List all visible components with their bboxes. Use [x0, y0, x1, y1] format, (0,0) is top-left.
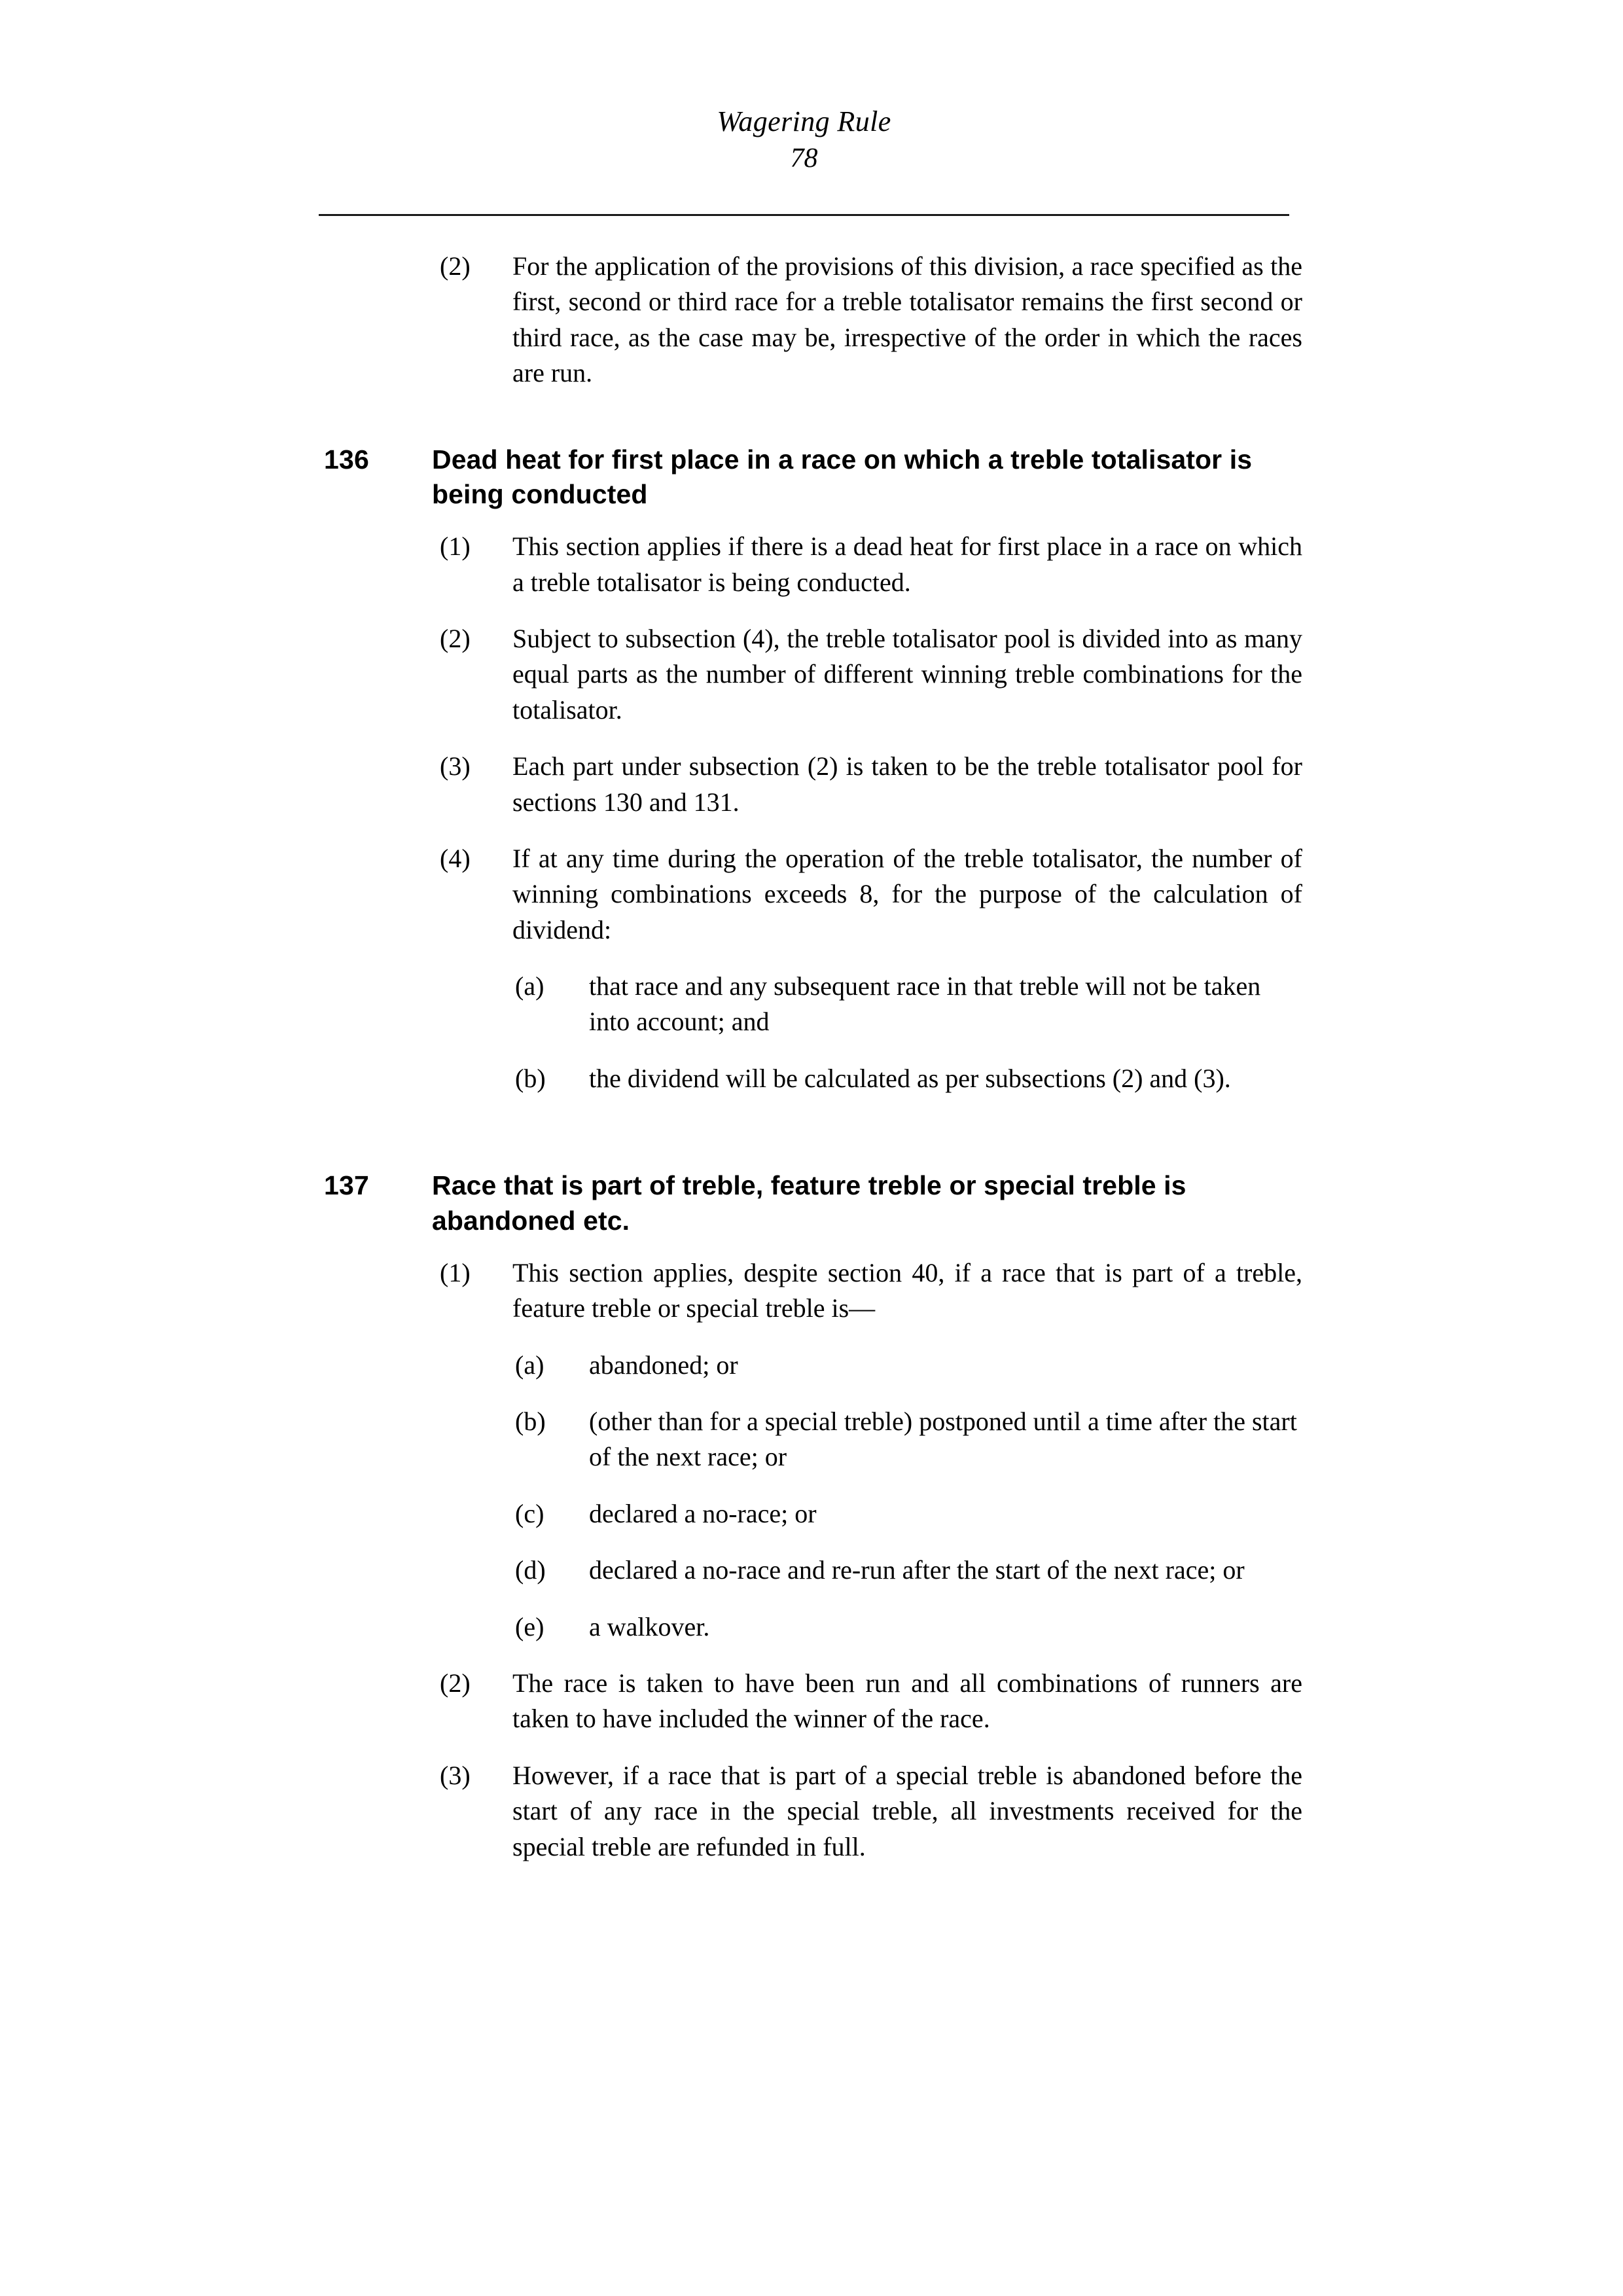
item-text: (other than for a special treble) postponed until a time after the start of the next race; or — [589, 1407, 1297, 1472]
list-item — [0, 1404, 1623, 1475]
subsection-text: This section applies if there is a dead heat for first place in a race on which a treble totalisator is being conducted. — [512, 531, 1302, 597]
subsection-paragraph — [0, 621, 1623, 728]
subsection-marker: (1) — [440, 1257, 471, 1287]
list-item — [0, 1348, 1623, 1383]
list-item — [0, 1061, 1623, 1096]
list-item — [0, 1552, 1623, 1588]
item-marker: (e) — [515, 1611, 544, 1641]
subsection-marker: (2) — [440, 1668, 471, 1698]
subsection-text: However, if a race that is part of a special treble is abandoned before the start of any race in the special treble, all investments received for the special treble are refunded in full. — [512, 1760, 1302, 1861]
item-text: declared a no-race; or — [589, 1498, 817, 1528]
item-text: that race and any subsequent race in that treble will not be taken into account; and — [589, 971, 1261, 1037]
running-header — [319, 105, 1289, 175]
subsection-paragraph — [0, 749, 1623, 820]
subsection-paragraph — [0, 1666, 1623, 1737]
item-text: declared a no-race and re-run after the start of the next race; or — [589, 1555, 1245, 1585]
section-number: 137 — [324, 1170, 370, 1201]
subsection-paragraph — [0, 529, 1623, 600]
subsection-marker: (2) — [440, 623, 471, 653]
subsection-text: Subject to subsection (4), the treble totalisator pool is divided into as many equal parts as the number of different winning treble combinations for the totalisator. — [512, 623, 1302, 725]
subsection-marker: (1) — [440, 531, 471, 562]
section-title: Dead heat for first place in a race on which a treble totalisator is being conducted — [432, 444, 1253, 509]
section-number: 136 — [324, 444, 370, 475]
item-text: the dividend will be calculated as per subsections (2) and (3). — [589, 1063, 1231, 1093]
subsection-text: If at any time during the operation of the treble totalisator, the number of winning combinations exceeds 8, for the purpose of the calculation of dividend: — [512, 843, 1302, 944]
subsection-marker: (3) — [440, 1760, 471, 1790]
item-marker: (b) — [515, 1407, 546, 1436]
section-heading-136 — [0, 442, 1623, 512]
subsection-paragraph — [0, 841, 1623, 948]
item-marker: (d) — [515, 1555, 546, 1585]
subsection-marker: (4) — [440, 843, 471, 873]
subsection-paragraph — [0, 249, 1623, 391]
item-marker: (b) — [515, 1063, 546, 1093]
header-title: Wagering Rule — [717, 105, 891, 137]
subsection-text: This section applies, despite section 40, if a race that is part of a treble, feature treble or special treble is— — [512, 1257, 1302, 1323]
subsection-paragraph — [0, 1758, 1623, 1865]
page-number: 78 — [790, 143, 818, 173]
list-item — [0, 1496, 1623, 1532]
document-body — [0, 249, 1623, 1865]
subsection-text: For the application of the provisions of this division, a race specified as the first, second or third race for a treble totalisator remains the first second or third race, as the case may be, irrespective of the order in which the races are run. — [512, 251, 1302, 388]
subsection-marker: (3) — [440, 751, 471, 781]
section-title: Race that is part of treble, feature treble or special treble is abandoned etc. — [432, 1170, 1186, 1236]
item-marker: (a) — [515, 971, 544, 1001]
item-text: abandoned; or — [589, 1350, 738, 1380]
subsection-text: Each part under subsection (2) is taken to be the treble totalisator pool for sections 130 and 131. — [512, 751, 1302, 817]
subsection-text: The race is taken to have been run and all combinations of runners are taken to have included the winner of the race. — [512, 1668, 1302, 1734]
section-heading-137 — [0, 1168, 1623, 1238]
list-item — [0, 969, 1623, 1040]
item-text: a walkover. — [589, 1611, 710, 1641]
header-divider — [319, 214, 1289, 216]
subsection-paragraph — [0, 1255, 1623, 1327]
subsection-marker: (2) — [440, 251, 471, 281]
item-marker: (a) — [515, 1350, 544, 1380]
item-marker: (c) — [515, 1498, 544, 1528]
list-item — [0, 1609, 1623, 1645]
